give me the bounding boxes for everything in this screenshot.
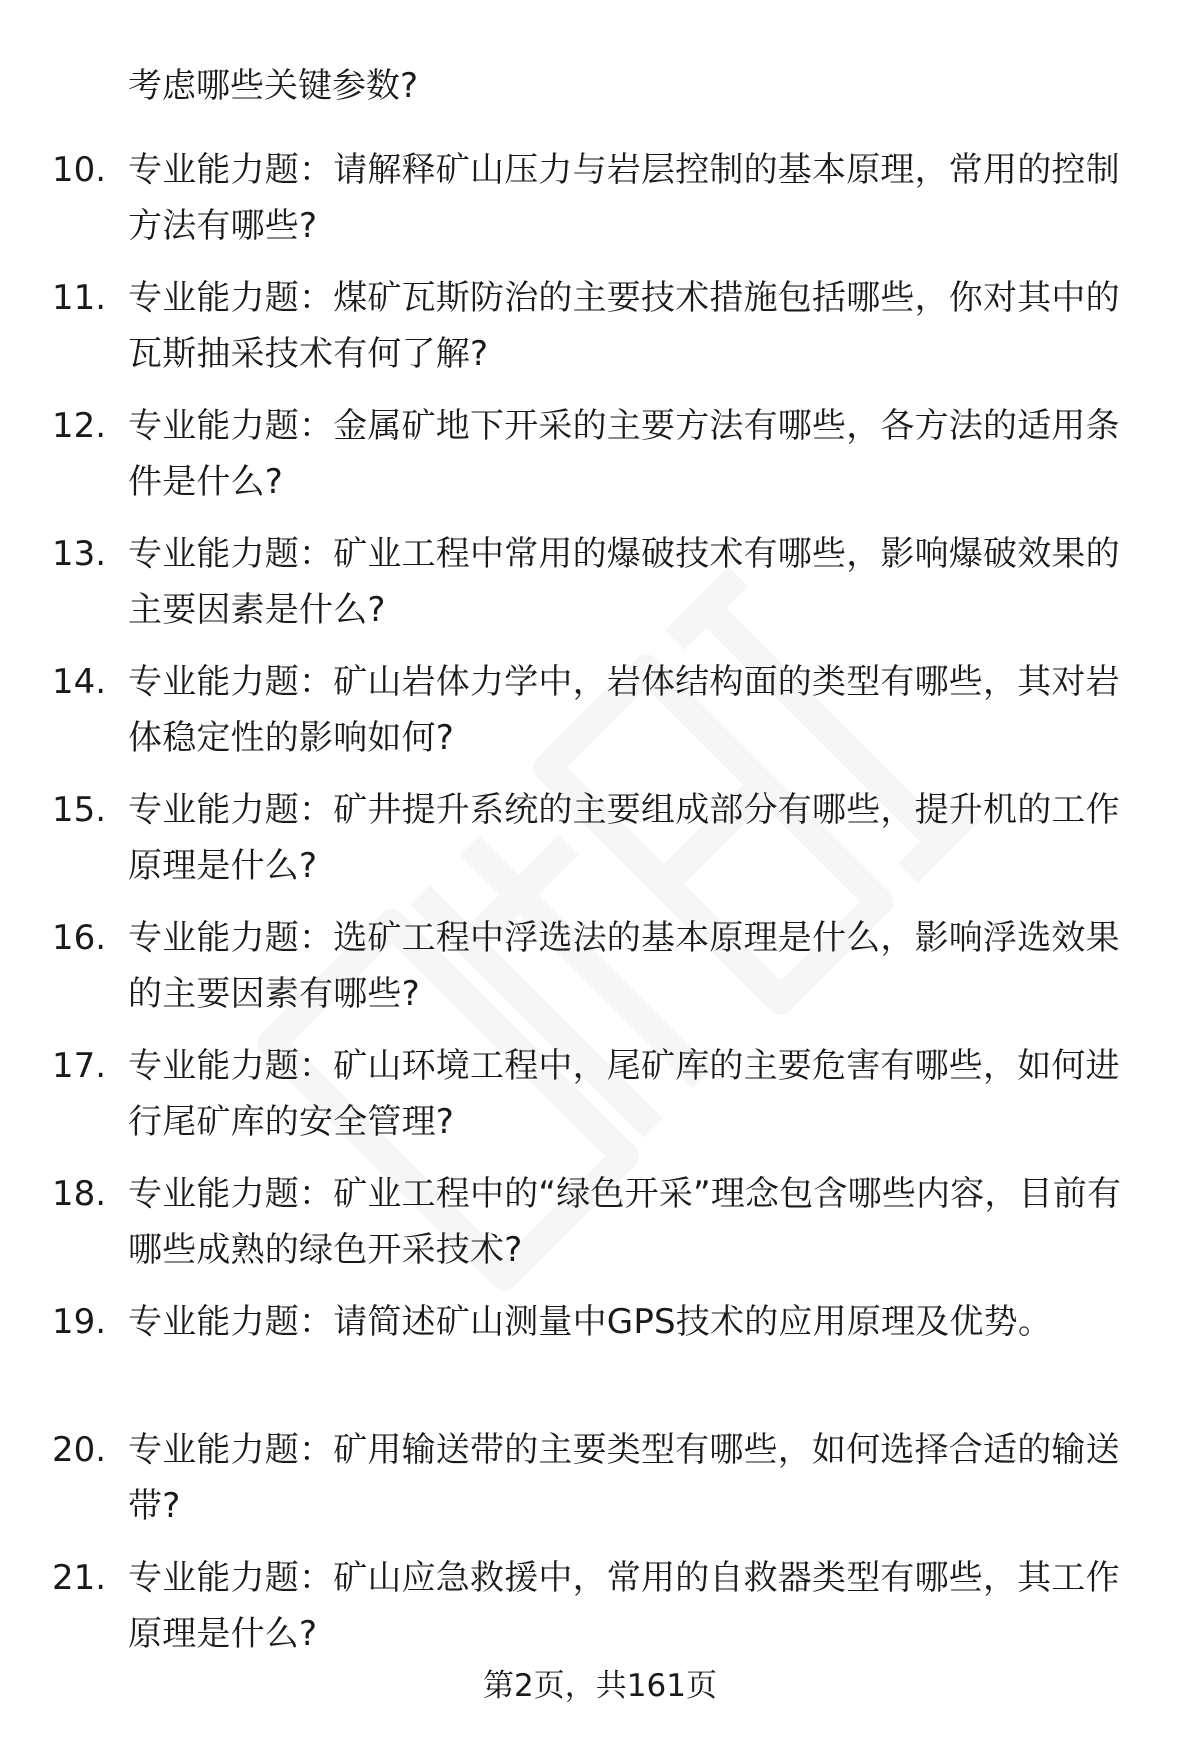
- question-text: 专业能力题：矿山环境工程中，尾矿库的主要危害有哪些，如何进行尾矿库的安全管理?: [128, 1046, 1120, 1142]
- list-item: [0, 270, 1200, 398]
- continuation-text: 考虑哪些关键参数?: [128, 66, 419, 106]
- list-item: [0, 1422, 1200, 1550]
- question-text: 专业能力题：矿用输送带的主要类型有哪些，如何选择合适的输送带?: [128, 1430, 1120, 1526]
- question-number: 14.: [52, 662, 107, 702]
- question-text: 专业能力题：矿山应急救援中，常用的自救器类型有哪些，其工作原理是什么?: [128, 1558, 1120, 1654]
- question-text: 专业能力题：请解释矿山压力与岩层控制的基本原理，常用的控制方法有哪些?: [128, 150, 1120, 246]
- question-text: 专业能力题：煤矿瓦斯防治的主要技术措施包括哪些，你对其中的瓦斯抽采技术有何了解?: [128, 278, 1120, 374]
- question-list: [0, 142, 1200, 1678]
- list-item: [0, 654, 1200, 782]
- question-number: 18.: [52, 1174, 107, 1214]
- list-item: [0, 1038, 1200, 1166]
- page-footer: 第2页，共161页: [483, 1668, 717, 1704]
- question-text: 专业能力题：矿业工程中的“绿色开采”理念包含哪些内容，目前有哪些成熟的绿色开采技术?: [128, 1174, 1122, 1270]
- question-number: 13.: [52, 534, 107, 574]
- question-number: 20.: [52, 1430, 107, 1470]
- question-number: 19.: [52, 1302, 107, 1342]
- list-item: [0, 1166, 1200, 1294]
- question-text: 专业能力题：选矿工程中浮选法的基本原理是什么，影响浮选效果的主要因素有哪些?: [128, 918, 1120, 1014]
- question-text: 专业能力题：金属矿地下开采的主要方法有哪些，各方法的适用条件是什么?: [128, 406, 1120, 502]
- question-number: 15.: [52, 790, 107, 830]
- list-item: [0, 398, 1200, 526]
- question-number: 16.: [52, 918, 107, 958]
- question-text: 专业能力题：矿业工程中常用的爆破技术有哪些，影响爆破效果的主要因素是什么?: [128, 534, 1120, 630]
- list-item: [0, 142, 1200, 270]
- list-item: [0, 1294, 1200, 1422]
- question-text: 专业能力题：矿山岩体力学中，岩体结构面的类型有哪些，其对岩体稳定性的影响如何?: [128, 662, 1120, 758]
- question-text: 专业能力题：矿井提升系统的主要组成部分有哪些，提升机的工作原理是什么?: [128, 790, 1120, 886]
- question-number: 12.: [52, 406, 107, 446]
- question-text: 专业能力题：请简述矿山测量中GPS技术的应用原理及优势。: [128, 1302, 1053, 1342]
- list-item: [0, 526, 1200, 654]
- list-item: [0, 782, 1200, 910]
- question-number: 21.: [52, 1558, 107, 1598]
- question-number: 10.: [52, 150, 107, 190]
- question-number: 11.: [52, 278, 107, 318]
- question-number: 17.: [52, 1046, 107, 1086]
- list-item: [0, 1550, 1200, 1678]
- list-item: [0, 910, 1200, 1038]
